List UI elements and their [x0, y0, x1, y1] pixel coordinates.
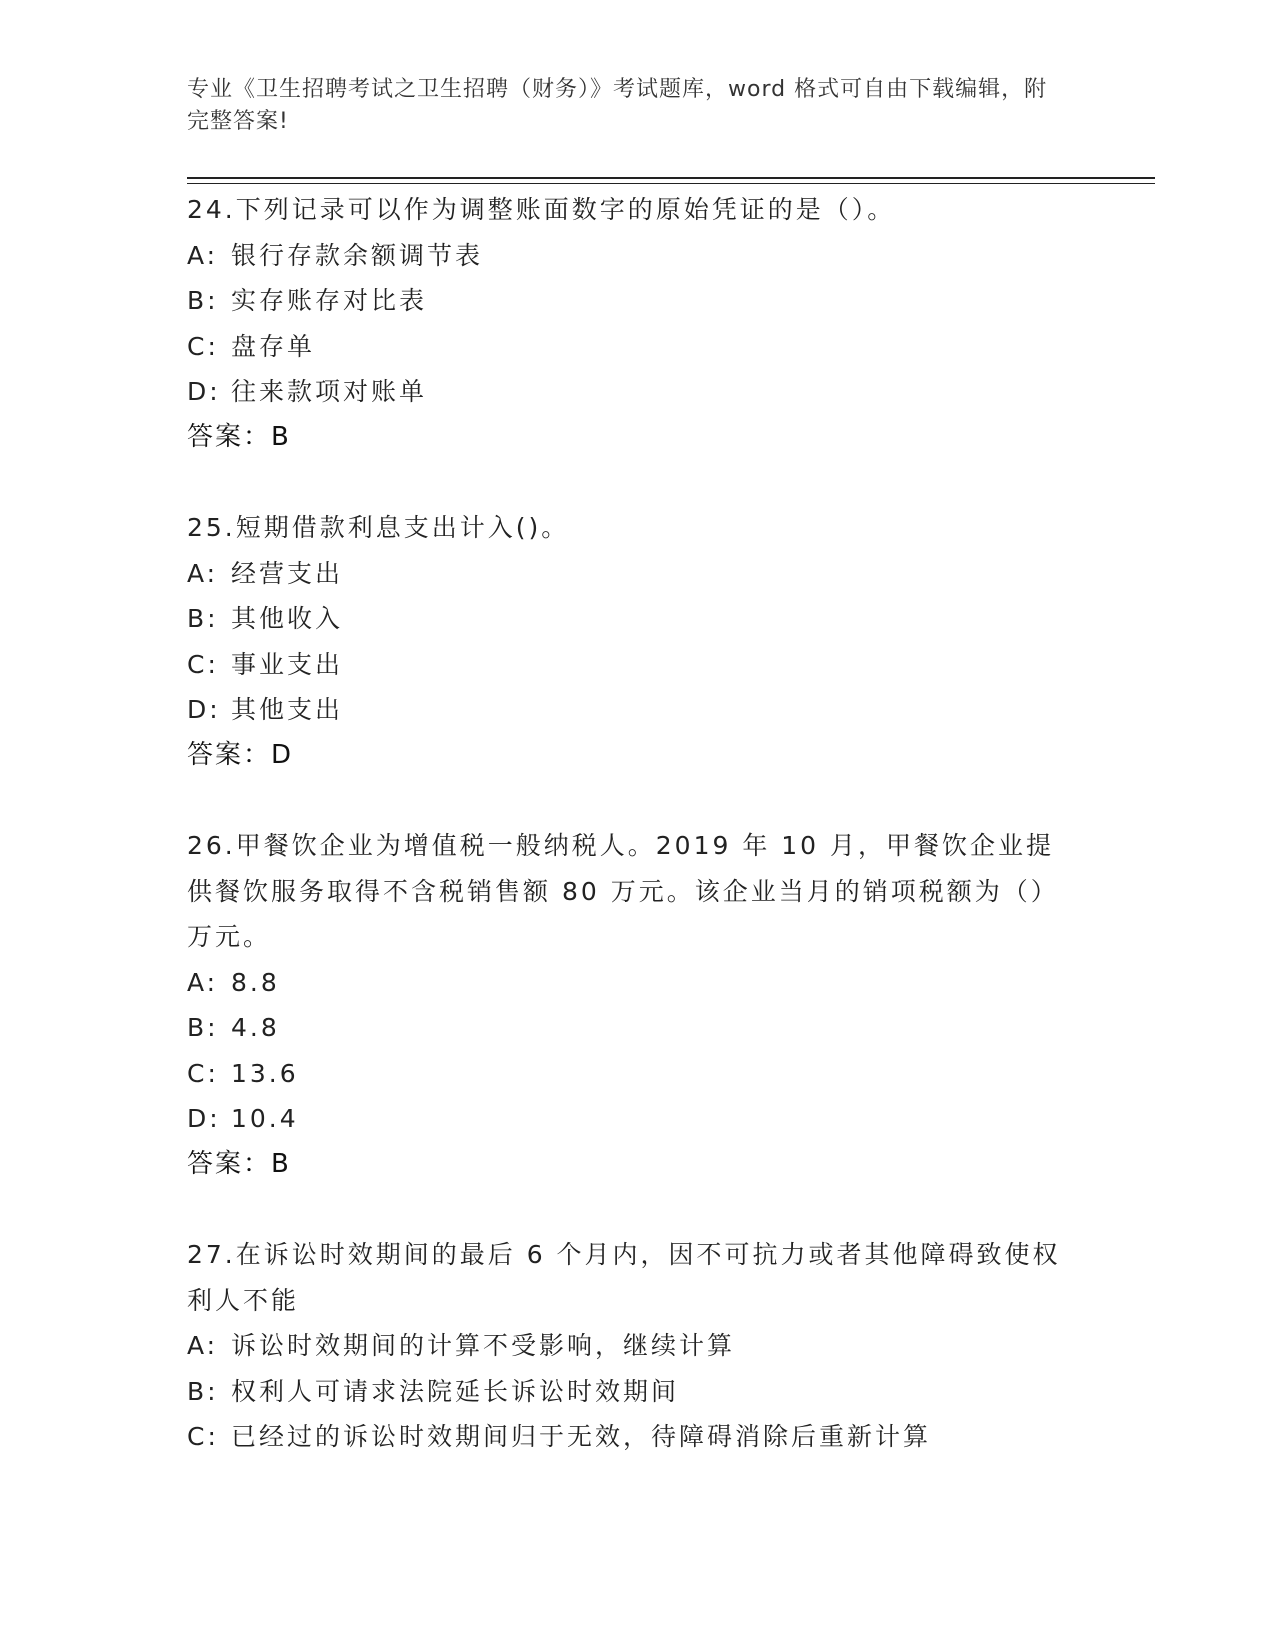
option-c	[187, 324, 1087, 370]
option-a	[187, 233, 1087, 279]
option-d	[187, 1096, 1087, 1142]
option-letter: B:	[187, 1013, 219, 1042]
document-header: 专业《卫生招聘考试之卫生招聘（财务）》考试题库，word 格式可自由下载编辑，附完整答案!	[187, 77, 1048, 134]
question-26	[187, 823, 1087, 1187]
option-text: 事业支出	[231, 649, 344, 679]
option-letter: D:	[187, 1104, 221, 1133]
option-text: 实存账存对比表	[231, 286, 428, 315]
option-letter: A:	[187, 558, 219, 588]
option-letter: A:	[187, 240, 219, 270]
option-text: 已经过的诉讼时效期间归于无效，待障碍消除后重新计算	[231, 1422, 932, 1451]
option-letter: B:	[187, 1376, 219, 1406]
option-text: 权利人可请求法院延长诉讼时效期间	[231, 1376, 680, 1406]
option-letter: B:	[187, 286, 219, 315]
option-c	[187, 1051, 1087, 1097]
option-b	[187, 596, 1087, 642]
option-d	[187, 369, 1087, 415]
option-text: 13.6	[231, 1058, 299, 1088]
option-text: 其他支出	[231, 695, 344, 724]
option-a	[187, 551, 1087, 597]
option-letter: C:	[187, 1422, 219, 1451]
option-a	[187, 960, 1087, 1006]
option-c	[187, 642, 1087, 688]
option-letter: A:	[187, 1331, 219, 1360]
option-letter: B:	[187, 604, 219, 633]
option-b	[187, 278, 1087, 324]
option-letter: D:	[187, 695, 221, 724]
question-text: 27.在诉讼时效期间的最后 6 个月内，因不可抗力或者其他障碍致使权利人不能	[187, 1240, 1061, 1315]
option-text: 诉讼时效期间的计算不受影响，继续计算	[231, 1331, 736, 1360]
question-list	[187, 187, 1087, 1505]
option-text: 4.8	[231, 1013, 280, 1042]
option-d	[187, 687, 1087, 733]
question-27	[187, 1232, 1087, 1460]
option-b	[187, 1369, 1087, 1415]
option-letter: C:	[187, 331, 219, 361]
option-b	[187, 1005, 1087, 1051]
option-text: 10.4	[231, 1104, 299, 1133]
header-divider-thick	[187, 177, 1155, 179]
question-25	[187, 505, 1087, 778]
option-letter: A:	[187, 967, 219, 997]
option-letter: D:	[187, 377, 221, 406]
option-letter: C:	[187, 649, 219, 679]
option-text: 往来款项对账单	[231, 377, 428, 406]
option-a	[187, 1323, 1087, 1369]
question-text: 25.短期借款利息支出计入()。	[187, 513, 570, 542]
option-text: 盘存单	[231, 331, 316, 361]
question-text: 26.甲餐饮企业为增值税一般纳税人。2019 年 10 月，甲餐饮企业提供餐饮服务取得不含税销售额 80 万元。该企业当月的销项税额为（）万元。	[187, 831, 1059, 951]
header-divider-thin	[187, 183, 1155, 184]
answer-line: 答案：D	[187, 739, 294, 770]
option-text: 8.8	[231, 967, 280, 997]
option-c	[187, 1414, 1087, 1460]
option-letter: C:	[187, 1058, 219, 1088]
option-text: 经营支出	[231, 558, 344, 588]
answer-line: 答案：B	[187, 421, 291, 452]
option-text: 银行存款余额调节表	[231, 240, 484, 270]
question-text: 24.下列记录可以作为调整账面数字的原始凭证的是（）。	[187, 195, 896, 224]
answer-line: 答案：B	[187, 1148, 291, 1179]
option-text: 其他收入	[231, 604, 344, 633]
question-24	[187, 187, 1087, 460]
